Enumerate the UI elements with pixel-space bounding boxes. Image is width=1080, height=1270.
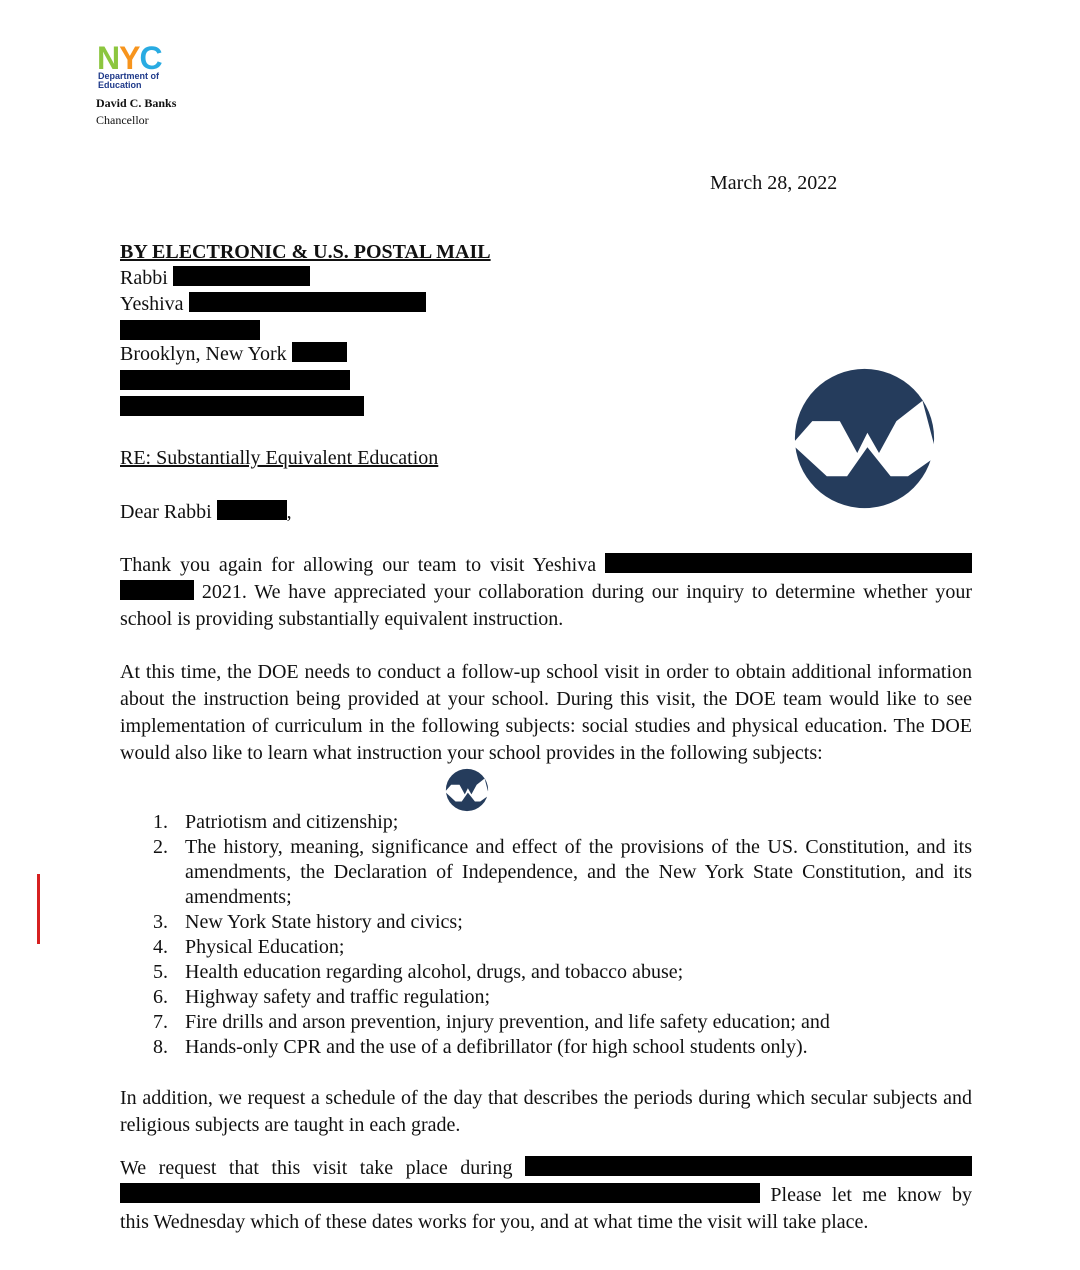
redacted-visit-dates-1	[525, 1156, 972, 1176]
list-item: 5. Health education regarding alcohol, drugs, and tobacco abuse;	[153, 961, 684, 983]
list-item: 7. Fire drills and arson prevention, injury prevention, and life safety education; and	[153, 1011, 830, 1033]
logo-letter-n: N	[97, 40, 120, 76]
salutation-comma: ,	[286, 501, 292, 523]
recipient-line-1	[120, 265, 310, 291]
redacted-address-line	[120, 320, 260, 340]
chancellor-name: David C. Banks	[96, 96, 177, 110]
list-item: 2. The history, meaning, significance and effect of the provisions of the US. Constitution, and its amendments, the Declaration of Independence, and the New York State Constitution, and its amendments;	[153, 836, 972, 908]
watermark-logo-icon	[792, 366, 937, 511]
redacted-contact-line-1	[120, 370, 350, 390]
redacted-school-name	[189, 292, 426, 312]
list-item: 4. Physical Education;	[153, 936, 345, 958]
recipient-title: Rabbi	[120, 267, 168, 289]
paragraph-schedule-request: In addition, we request a schedule of the day that describes the periods during which secular subjects and religious subjects are taught in each grade.	[120, 1087, 972, 1136]
logo-letter-y: Y	[119, 40, 140, 76]
list-item: 3. New York State history and civics;	[153, 911, 463, 933]
nyc-doe-logo	[97, 40, 189, 94]
visit-request-text-1: We request that this visit take place during	[120, 1157, 513, 1179]
list-item: 6. Highway safety and traffic regulation;	[153, 986, 491, 1008]
redacted-zip	[292, 342, 347, 362]
salutation	[120, 499, 292, 525]
redacted-salutation-name	[217, 500, 287, 520]
letter-date: March 28, 2022	[710, 172, 838, 194]
nyc-logo-letters	[97, 40, 162, 76]
paragraph-thanks	[120, 552, 972, 633]
list-item: 1. Patriotism and citizenship;	[153, 811, 399, 833]
recipient-line-4	[120, 341, 347, 367]
redacted-school-name-2	[605, 553, 972, 573]
paragraph-follow-up: At this time, the DOE needs to conduct a follow-up school visit in order to obtain additional information about the instruction being provided at your school. During this visit, the DOE team would like to see implementation of curriculum in the following subjects: social studies and physical education. The DOE would also like to learn what instruction your school provides in the following subjects:	[120, 661, 972, 764]
recipient-line-2	[120, 291, 426, 317]
redacted-visit-date	[120, 580, 194, 600]
watermark-small-logo-icon	[445, 768, 489, 812]
redacted-visit-dates-2	[120, 1183, 760, 1203]
logo-department-text: Department of Education	[98, 71, 160, 90]
chancellor-title: Chancellor	[96, 113, 149, 127]
list-item: 8. Hands-only CPR and the use of a defibrillator (for high school students only).	[153, 1036, 808, 1058]
paragraph-thanks-text-1: Thank you again for allowing our team to visit Yeshiva	[120, 554, 597, 576]
redacted-recipient-name	[173, 266, 310, 286]
recipient-school-prefix: Yeshiva	[120, 293, 184, 315]
margin-mark	[37, 874, 40, 944]
subjects-list	[120, 810, 972, 1060]
subject-line: RE: Substantially Equivalent Education	[120, 447, 439, 469]
redacted-contact-line-2	[120, 396, 364, 416]
visit-request-text-3: this Wednesday which of these dates works for you, and at what time the visit will take place.	[120, 1211, 869, 1233]
recipient-city: Brooklyn, New York	[120, 343, 287, 365]
visit-request-text-2: Please let me know by	[760, 1184, 972, 1206]
logo-letter-c: C	[139, 40, 162, 76]
paragraph-thanks-text-2: 2021. We have appreciated your collaboration during our inquiry to determine whether your school is providing substantially equivalent instruction.	[120, 581, 972, 630]
delivery-method: BY ELECTRONIC & U.S. POSTAL MAIL	[120, 241, 491, 263]
salutation-text: Dear Rabbi	[120, 501, 212, 523]
paragraph-visit-request	[120, 1155, 972, 1236]
